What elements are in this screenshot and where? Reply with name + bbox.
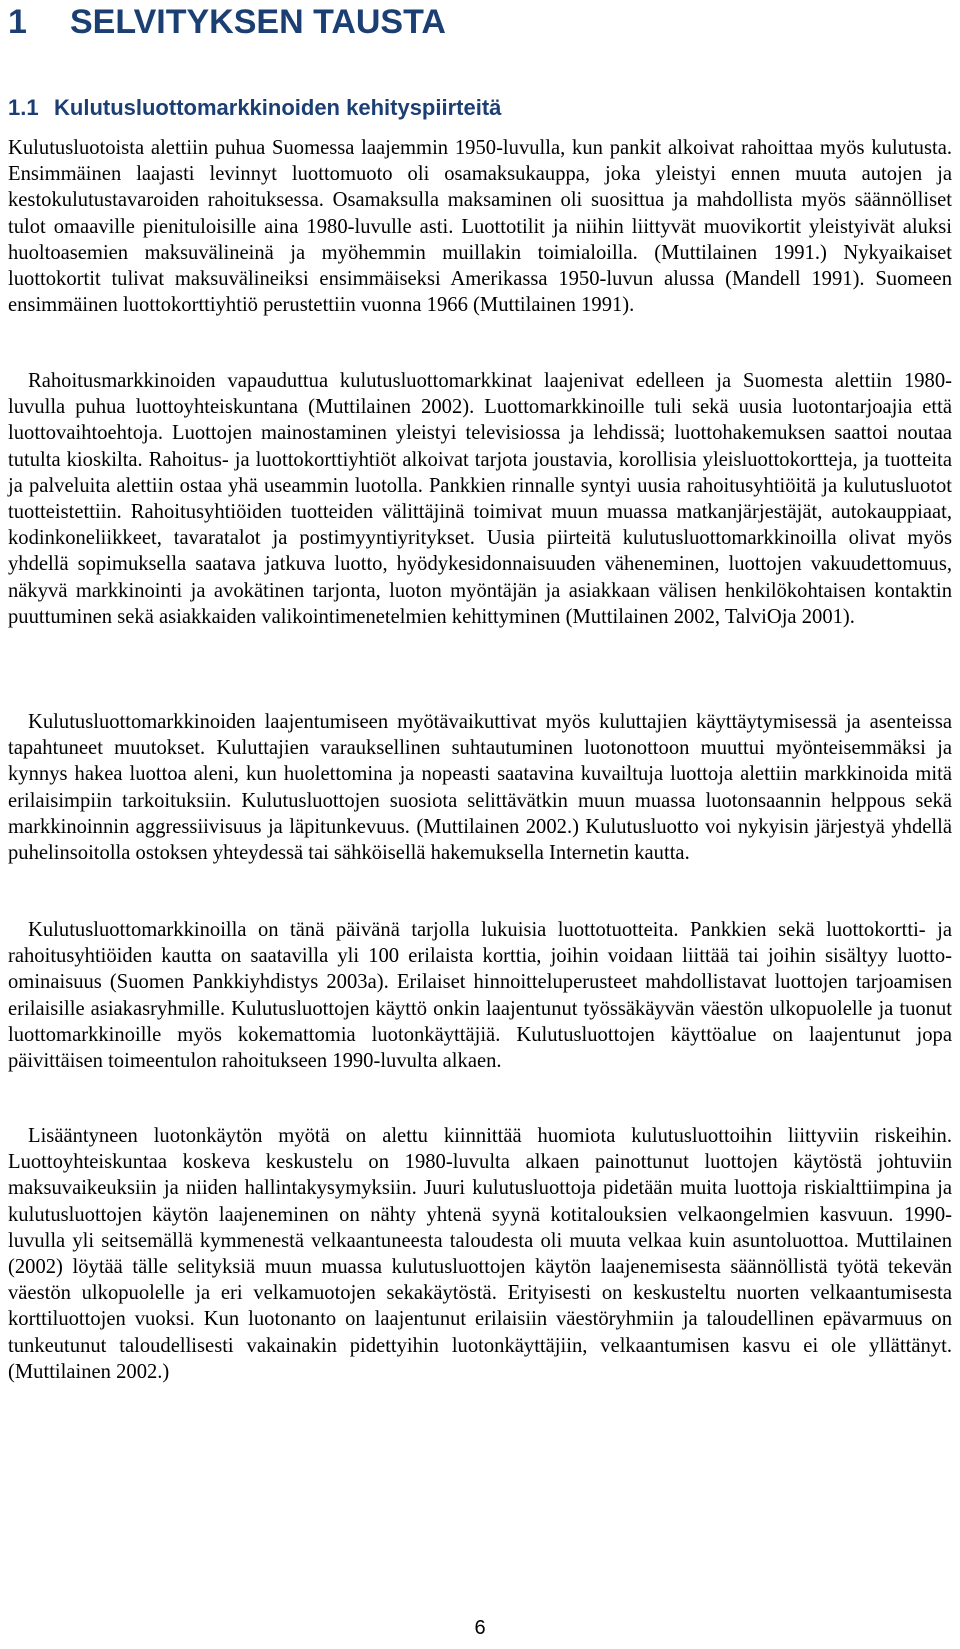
section-number: 1.1 (8, 95, 39, 120)
body-paragraph-4: Kulutusluottomarkkinoilla on tänä päivänä tarjolla lukuisia luottotuotteita. Pankkien sekä luottokortti- ja rahoitusyhtiöiden kautta on saatavilla yli 100 erilaista korttia, joihin voidaan liittää tai joihin sisältyy luotto-ominaisuus (Suomen Pankkiyhdistys 2003a). Erilaiset hinnoitteluperusteet mahdollistavat luottojen tarjoamisen erilaisille asiakasryhmille. Kulutusluottojen käyttö onkin laajentunut työssäkäyvän väestön ulkopuolelle ja tuonut luottomarkkinoille myös kokemattomia luotonkäyttäjiä. Kulutusluottojen käyttöalue on laajentunut jopa päivittäisen toimeentulon rahoitukseen 1990-luvulta alkaen. (8, 919, 952, 1073)
section-heading (8, 94, 501, 122)
body-paragraph-2: Rahoitusmarkkinoiden vapauduttua kulutusluottomarkkinat laajenivat edelleen ja Suomesta alettiin 1980-luvulla puhua luottoyhteiskuntana (Muttilainen 2002). Luottomarkkinoille tuli sekä uusia luotontarjoajia että luottovaihtoehtoja. Luottojen mainostaminen yleistyi televisiossa ja lehdissä; luottohakemuksen saattoi noutaa tutulta kioskilta. Rahoitus- ja luottokorttiyhtiöt alkoivat tarjota joustavia, korollisia yleisluottokortteja, ja tuotteita ja palveluita alettiin ostaa yhä useammin luotolla. Pankkien rinnalle syntyi uusia rahoitusyhtiöitä ja kulutusluotot tuotteistettiin. Rahoitusyhtiöiden tuotteiden välittäjinä toimivat muun muassa matkanjärjestäjät, autokauppiaat, kodinkoneliikkeet, tavaratalot ja postimyyntiyritykset. Uusia piirteitä kulutusluottomarkkinoilla olivat myös yhdellä sopimuksella saatava jatkuva luotto, hyödykesidonnaisuuden väheneminen, luottojen vakuudettomuus, näkyvä markkinointi ja avokätinen tarjonta, luoton myöntäjän ja asiakkaan välisen henkilökohtaisen kontaktin puuttuminen sekä asiakkaiden valikointimenetelmien kehittyminen (Muttilainen 2002, TalviOja 2001). (8, 370, 952, 628)
chapter-heading (8, 2, 446, 42)
body-paragraph-3: Kulutusluottomarkkinoiden laajentumiseen myötävaikuttivat myös kuluttajien käyttäytymisessä ja asenteissa tapahtuneet muutokset. Kuluttajien varauksellinen suhtautuminen luotonottoon muuttui myönteisemmäksi ja kynnys hakea luottoa aleni, kun huolettomina ja nopeasti saatavina kuvailtuja luottoja alettiin markkinoida mitä erilaisimpiin tarkoituksiin. Kulutusluottojen suosiota selittävätkin muun muassa luotonsaannin helppous sekä markkinoinnin aggressiivisuus ja läpitunkevuus. (Muttilainen 2002.) Kulutusluotto voi nykyisin järjestyä yhdellä puhelinsoitolla ostoksen yhteydessä tai sähköisellä hakemuksella Internetin kautta. (8, 711, 952, 865)
section-title: Kulutusluottomarkkinoiden kehityspiirteitä (54, 95, 502, 120)
chapter-number: 1 (8, 3, 27, 41)
body-paragraph-1: Kulutusluotoista alettiin puhua Suomessa laajemmin 1950-luvulla, kun pankit alkoivat rahoittaa myös kulutusta. Ensimmäinen laajasti levinnyt luottomuoto oli osamaksukauppa, joka yleistyi ennen muuta autojen ja kestokulutustavaroiden rahoituksessa. Osamaksulla maksaminen oli suosittua ja mahdollista myös säännölliset tulot omaaville pienituloisille aina 1980-luvulle asti. Luottotilit ja niihin liittyvät muovikortit yleistyivät aluksi huoltoasemien maksuvälineinä ja myöhemmin muillakin toimialoilla. (Muttilainen 1991.) Nykyaikaiset luottokortit tulivat maksuvälineiksi ensimmäiseksi Amerikassa 1950-luvun alussa (Mandell 1991). Suomeen ensimmäinen luottokorttiyhtiö perustettiin vuonna 1966 (Muttilainen 1991). (8, 137, 952, 317)
chapter-title: SELVITYKSEN TAUSTA (70, 3, 446, 41)
page-number: 6 (474, 1617, 486, 1639)
body-paragraph-5: Lisääntyneen luotonkäytön myötä on alettu kiinnittää huomiota kulutusluottoihin liittyviin riskeihin. Luottoyhteiskuntaa koskeva keskustelu on 1980-luvulta alkaen painottunut luottojen käytöstä johtuviin maksuvaikeuksiin ja niiden hallintakysymyksiin. Juuri kulutusluottoja pidetään muita luottoja riskialttiimpina ja kulutusluottojen käytön laajeneminen on nähty yhtenä syynä kotitalouksien velkaongelmien kasvuun. 1990-luvulla yli seitsemällä kymmenestä velkaantuneesta taloudesta oli muuta velkaa kuin asuntoluottoa. Muttilainen (2002) löytää tälle selityksiä muun muassa kulutusluottojen käytön laajenemisesta säännöllistä työtä tekevän väestön ulkopuolelle ja eri velkamuotojen sekakäytöstä. Erityisesti on keskusteltu nuorten velkaantumisesta korttiluottojen vuoksi. Kun luotonanto on laajentunut erilaisiin väestöryhmiin ja taloudellinen epävarmuus on tunkeutunut taloudellisesti vakainakin pidettyihin luotonkäyttäjiin, velkaantumisen kasvu ei ole yllättänyt. (Muttilainen 2002.) (8, 1125, 952, 1383)
